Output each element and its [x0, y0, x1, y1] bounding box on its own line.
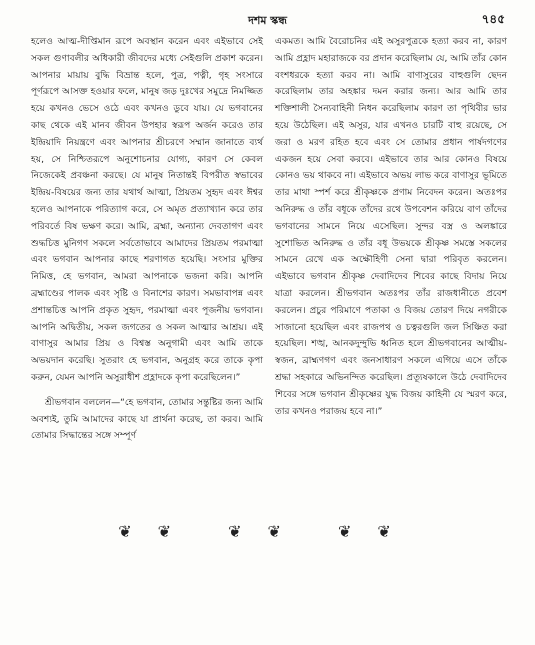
right-column — [275, 34, 507, 420]
ornament-glyph: ❦❦ — [228, 522, 307, 541]
paragraph: শ্রীভগবান বললেন—“হে ভগবান, তোমার সন্তুষ্টির জন্য আমি অবশ্যই, তুমি আমাদের কাছে যা প্রার্থনা করেছ, তা করব। আমি তোমার সিদ্ধান্তের সঙ্গে সম্পূর্ণ — [31, 397, 263, 442]
ornament-glyph: ❦❦ — [118, 522, 197, 541]
left-column — [31, 34, 263, 445]
paragraph: একমত। আমি বৈরোচনির এই অসুরপুত্রকে হত্যা করব না, কারণ আমি প্রহ্লাদ মহারাজকে বর প্রদান করেছিলাম যে, আমি তাঁর কোন বংশধরকে হত্যা করব না। আমি বাণাসুরের বাহুগুলি ছেদন করেছিলাম তার অহঙ্কার দমন করার জন্য। আর আমি তার শক্তিশালী সৈন্যবাহিনী নিধন করেছিলাম কারণ তা পৃথিবীর ভার হয়ে উঠেছিল। এই অসুর, যার এখনও চারটি বাহু রয়েছে, সে জরা ও মরণ রহিত হবে এবং সে তোমার প্রধান পার্ষদগণের একজন হয়ে সেবা করবে। এইভাবে তার আর কোনও বিষয়ে কোনও ভয় থাকবে না। এইভাবে অভয় লাভ করে বাণাসুর ভূমিতে তার মাথা স্পর্শ করে শ্রীকৃষ্ণকে প্রণাম নিবেদন করেন। অতঃপর অনিরুদ্ধ ও তাঁর বধূকে তাঁদের রথে উপবেশন করিয়ে বাণ তাঁদের ভগবানের সামনে নিয়ে এসেছিল। সুন্দর বস্ত্র ও অলঙ্কারে সুশোভিত অনিরুদ্ধ ও তাঁর বধূ উভয়কে শ্রীকৃষ্ণ সমস্তে সকলের সামনে রেখে এক অক্ষৌহিণী সেনা দ্বারা পরিবৃত করলেন। এইভাবে ভগবান শ্রীকৃষ্ণ দেবাদিদেব শিবের কাছে বিদায় নিয়ে যাত্রা করলেন। শ্রীভগবান অতঃপর তাঁর রাজধানীতে প্রবেশ করলেন। প্রচুর পরিমাণে পতাকা ও বিজয় তোরণ দিয়ে নগরীকে সাজানো হয়েছিল এবং রাজপথ ও চত্বরগুলি জল সিঞ্চিত করা হয়েছিল। শঙ্খ, আনকদুন্দুভি ধ্বনিত হলে শ্রীভগবানের আত্মীয়-স্বজন, ব্রাহ্মণগণ এবং জনসাধারণ সকলে এগিয়ে এসে তাঁকে শ্রদ্ধা সহকারে অভিনন্দিত করেছিল। প্রত্যূষকালে উঠে দেবাদিদেব শিবের সঙ্গে ভগবান শ্রীকৃষ্ণের যুদ্ধ বিজয় কাহিনী যে স্মরণ করে, তার কখনও পরাজয় হবে না।” — [275, 37, 507, 417]
page-header — [30, 8, 505, 30]
end-ornament — [0, 522, 535, 541]
paragraph: হলেও আত্ম-দীপ্তিমান রূপে অবস্থান করেন এবং এইভাবে সেই সকল গুণাবলীর অধিকারী জীবদের মধ্যে সেইগুলি প্রকাশ করেন। আপনার মায়ায় বুদ্ধি বিভ্রান্ত হলে, পুত্র, পত্নী, গৃহ সংসারে পূর্ণরূপে আসক্ত হওয়ার ফলে, মানুষ জড় দুঃখের সমুদ্রে নিমজ্জিত হয়ে কখনও ভেসে ওঠে এবং কখনও ডুবে যায়। যে ভগবানের কাছ থেকে এই মানব জীবন উপহার স্বরূপ অর্জন করেও তার ইন্দ্রিয়াদি নিয়ন্ত্রণে এবং আপনার শ্রীচরণে সম্মান জানাতে ব্যর্থ হয়, সে নিশ্চিতরূপে অনুশোচনার যোগ্য, কারণ সে কেবল নিজেকেই প্রবঞ্চনা করছে। যে মানুষ নিতান্তই বিপরীত স্বভাবের ইন্দ্রিয়-বিষয়ের জন্য তার যথার্থ আত্মা, প্রিয়তম সুহৃদ এবং ঈশ্বর হলেও আপনাকে পরিত্যাগ করে, সে অমৃত প্রত্যাখ্যান করে তার পরিবর্তে বিষ ভক্ষণ করে। আমি, ব্রহ্মা, অন্যান্য দেবতাগণ এবং শুদ্ধচিত্ত মুনিগণ সকলে সর্বতোভাবে আমাদের প্রিয়তম পরমাত্মা এবং ভগবান আপনার কাছে শরণাগত হয়েছি। সংসার মুক্তির নিমিত্ত, হে ভগবান, আমরা আপনাকে ভজনা করি। আপনি ব্রহ্মাণ্ডের পালক এবং সৃষ্টি ও বিনাশের কারণ। সমভাবাপন্ন এবং প্রশান্তচিত্ত আপনি প্রকৃত সুহৃদ, পরমাত্মা এবং পূজনীয় ভগবান। আপনি অদ্বিতীয়, সকল জগতের ও সকল আত্মার আশ্রয়। এই বাণাসুর আমার প্রিয় ও বিশ্বস্ত অনুগামী এবং আমি তাকে অভয়দান করেছি। সুতরাং হে ভগবান, অনুগ্রহ করে তাকে কৃপা করুন, যেমন আপনি অসুরাধীশ প্রহ্লাদকে কৃপা করেছিলেন।” — [31, 37, 263, 383]
page-number: ৭৪৫ — [481, 12, 505, 26]
running-head: দশম স্কন্ধ — [248, 14, 287, 27]
ornament-glyph: ❦❦ — [338, 522, 417, 541]
